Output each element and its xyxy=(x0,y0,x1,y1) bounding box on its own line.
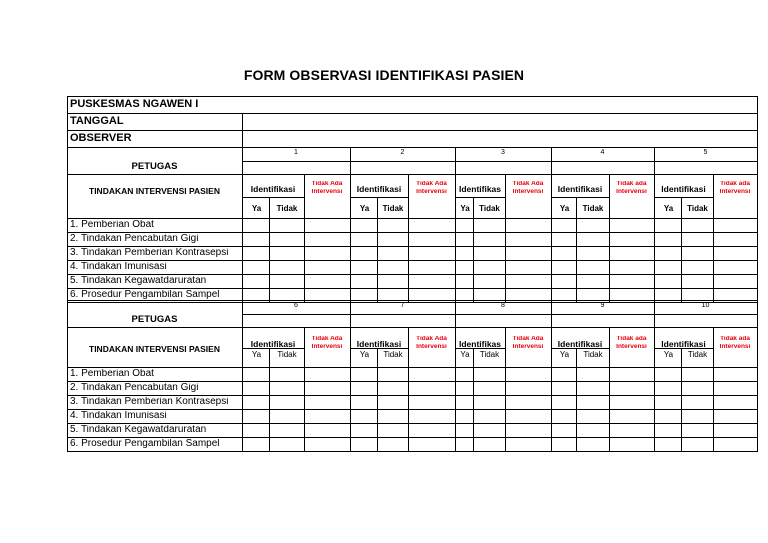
ya-header: Ya xyxy=(460,351,470,359)
identifikasi-subline xyxy=(455,197,506,198)
tindakan-label: TINDAKAN INTERVENSI PASIEN xyxy=(89,187,220,196)
identifikasi-header: Identifikasi xyxy=(557,185,603,194)
section-number-line xyxy=(242,161,758,162)
identifikasi-subline xyxy=(242,197,305,198)
ya-header: Ya xyxy=(251,351,262,359)
tidak-header: Tidak xyxy=(383,351,403,359)
tidak-ada-label: Tidak ada xyxy=(720,336,750,342)
intervensi-label: Intervensi xyxy=(512,344,544,350)
group-divider xyxy=(455,147,456,303)
group-divider xyxy=(350,147,351,303)
group-number-10: 10 xyxy=(701,302,710,309)
tindakan-label: TINDAKAN INTERVENSI PASIEN xyxy=(89,345,220,354)
group-divider xyxy=(455,300,456,452)
action-label-2: 2. Tindakan Pencabutan Gigi xyxy=(70,383,199,393)
group-number-9: 9 xyxy=(600,302,605,309)
action-label-6: 6. Prosedur Pengambilan Sampel xyxy=(70,290,220,300)
group-number-6: 6 xyxy=(294,302,298,309)
tidak-ada-label: Tidak Ada xyxy=(512,181,544,187)
tidak-ada-label: Tidak ada xyxy=(720,181,750,187)
tidak-ada-label: Tidak Ada xyxy=(416,336,447,342)
action-label-2: 2. Tindakan Pencabutan Gigi xyxy=(70,234,199,244)
tidak-header: Tidak xyxy=(382,205,404,213)
header-label-0: PUSKESMAS NGAWEN I xyxy=(70,99,199,110)
group-divider xyxy=(757,147,758,303)
group-divider xyxy=(551,300,552,452)
header-label-1: TANGGAL xyxy=(70,116,124,127)
tidak-header: Tidak xyxy=(276,205,298,213)
identifikasi-header: Identifikasi xyxy=(250,185,296,194)
tidak-ada-label: Tidak Ada xyxy=(512,336,544,342)
action-column-divider xyxy=(242,147,243,303)
identifikasi-header: Identifikasi xyxy=(557,340,603,349)
ya-header: Ya xyxy=(359,205,370,213)
intervensi-label: Intervensi xyxy=(719,344,751,350)
identifikasi-header: Identifikas xyxy=(458,340,502,349)
action-label-6: 6. Prosedur Pengambilan Sampel xyxy=(70,439,220,449)
group-divider xyxy=(757,300,758,452)
ya-header: Ya xyxy=(559,205,570,213)
group-number-7: 7 xyxy=(400,302,405,309)
ya-header: Ya xyxy=(460,205,470,213)
identifikasi-subline xyxy=(350,197,409,198)
action-label-4: 4. Tindakan Imunisasi xyxy=(70,411,167,421)
intervensi-label: Intervensi xyxy=(311,189,343,195)
identifikasi-header: Identifikasi xyxy=(356,340,402,349)
ya-tidak-divider xyxy=(473,348,474,452)
action-label-5: 5. Tindakan Kegawatdaruratan xyxy=(70,276,207,286)
tidak-header: Tidak xyxy=(277,351,297,359)
group-number-4: 4 xyxy=(600,149,605,156)
action-label-1: 1. Pemberian Obat xyxy=(70,220,154,230)
tidak-header: Tidak xyxy=(479,205,500,213)
section-number-line xyxy=(242,314,758,315)
group-divider xyxy=(551,147,552,303)
intervensi-label: Intervensi xyxy=(616,189,647,195)
petugas-label: PETUGAS xyxy=(131,162,178,172)
group-divider xyxy=(350,300,351,452)
header-value-divider xyxy=(242,113,243,148)
action-column-divider xyxy=(242,300,243,452)
intervensi-label: Intervensi xyxy=(719,189,751,195)
action-label-5: 5. Tindakan Kegawatdaruratan xyxy=(70,425,207,435)
intervensi-label: Intervensi xyxy=(616,344,647,350)
intervensi-label: Intervensi xyxy=(311,344,343,350)
action-label-3: 3. Tindakan Pemberian Kontrasepsi xyxy=(70,248,229,258)
intervensi-label: Intervensi xyxy=(512,189,544,195)
tidak-ada-label: Tidak Ada xyxy=(311,336,343,342)
action-label-1: 1. Pemberian Obat xyxy=(70,369,154,379)
action-label-4: 4. Tindakan Imunisasi xyxy=(70,262,167,272)
header-label-2: OBSERVER xyxy=(70,133,132,144)
form-title: FORM OBSERVASI IDENTIFIKASI PASIEN xyxy=(243,67,525,83)
tidak-ada-label: Tidak ada xyxy=(616,181,647,187)
ya-header: Ya xyxy=(663,351,674,359)
tidak-header: Tidak xyxy=(582,205,604,213)
ya-header: Ya xyxy=(359,351,370,359)
header-row-line xyxy=(67,113,758,114)
group-number-5: 5 xyxy=(703,149,708,156)
ya-tidak-divider xyxy=(377,348,378,452)
group-number-1: 1 xyxy=(294,149,298,156)
identifikasi-header: Identifikasi xyxy=(250,340,296,349)
ya-header: Ya xyxy=(251,205,262,213)
identifikasi-header: Identifikasi xyxy=(661,340,706,349)
tidak-header: Tidak xyxy=(687,205,708,213)
header-row-line xyxy=(67,96,758,97)
identifikasi-header: Identifikasi xyxy=(661,185,706,194)
ya-header: Ya xyxy=(663,205,674,213)
intervensi-label: Intervensi xyxy=(416,189,447,195)
tidak-ada-label: Tidak ada xyxy=(616,336,647,342)
identifikasi-subline xyxy=(654,197,714,198)
group-divider xyxy=(654,147,655,303)
tidak-header: Tidak xyxy=(687,351,708,359)
identifikasi-header: Identifikas xyxy=(458,185,502,194)
group-number-2: 2 xyxy=(400,149,405,156)
intervensi-label: Intervensi xyxy=(416,344,447,350)
tidak-ada-label: Tidak Ada xyxy=(416,181,447,187)
tidak-ada-label: Tidak Ada xyxy=(311,181,343,187)
ya-tidak-divider xyxy=(269,348,270,452)
identifikasi-header: Identifikasi xyxy=(356,185,402,194)
action-label-3: 3. Tindakan Pemberian Kontrasepsi xyxy=(70,397,229,407)
group-divider xyxy=(654,300,655,452)
group-number-8: 8 xyxy=(501,302,505,309)
ya-tidak-divider xyxy=(681,348,682,452)
ya-tidak-divider xyxy=(576,348,577,452)
ya-header: Ya xyxy=(559,351,570,359)
tidak-header: Tidak xyxy=(479,351,500,359)
petugas-label: PETUGAS xyxy=(131,315,178,325)
identifikasi-subline xyxy=(551,197,610,198)
group-number-3: 3 xyxy=(501,149,505,156)
tidak-header: Tidak xyxy=(583,351,603,359)
header-row-line xyxy=(67,130,758,131)
